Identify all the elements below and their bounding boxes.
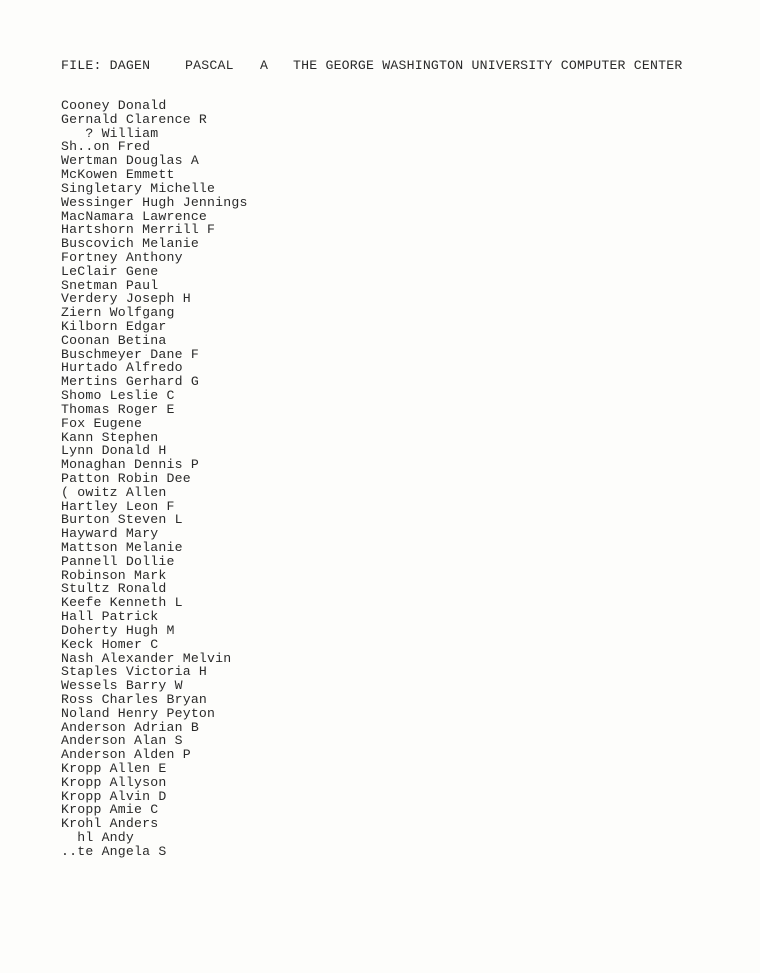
file-version: A — [260, 58, 269, 73]
names-list — [61, 99, 248, 859]
list-item: Kann Stephen — [61, 429, 159, 445]
list-item: Coonan Betina — [61, 332, 167, 348]
list-item: Gernald Clarence R — [61, 111, 208, 127]
list-item: Stultz Ronald — [61, 581, 167, 597]
file-language: PASCAL — [185, 58, 234, 73]
list-item: Keck Homer C — [61, 636, 159, 652]
list-item: Robinson Mark — [61, 567, 167, 583]
list-item: Krohl Anders — [61, 816, 159, 832]
list-item: Snetman Paul — [61, 277, 159, 293]
list-item: Kropp Alvin D — [61, 788, 167, 804]
list-item: Patton Robin Dee — [61, 470, 191, 486]
list-item: ? William — [61, 125, 159, 141]
list-item: Pannell Dollie — [61, 553, 175, 569]
list-item: Monaghan Dennis P — [61, 457, 199, 473]
printout-header — [61, 58, 682, 73]
list-item: Hurtado Alfredo — [61, 360, 183, 376]
list-item: Noland Henry Peyton — [61, 705, 216, 721]
list-item: hl Andy — [61, 830, 135, 846]
list-item: Lynn Donald H — [61, 443, 167, 459]
list-item: Wertman Douglas A — [61, 153, 199, 169]
list-item: Kropp Allyson — [61, 774, 167, 790]
list-item: Mattson Melanie — [61, 540, 183, 555]
list-item: Thomas Roger E — [61, 401, 175, 417]
list-item: LeClair Gene — [61, 263, 159, 279]
list-item: McKowen Emmett — [61, 167, 175, 183]
list-item: Mertins Gerhard G — [61, 374, 199, 390]
list-item: Staples Victoria H — [61, 664, 208, 680]
list-item: Keefe Kenneth L — [61, 595, 183, 611]
list-item: Ross Charles Bryan — [61, 691, 208, 707]
list-item: ..te Angela S — [61, 843, 167, 859]
list-item: Fortney Anthony — [61, 249, 183, 265]
list-item: Anderson Adrian B — [61, 719, 199, 735]
list-item: Ziern Wolfgang — [61, 305, 175, 321]
file-name: FILE: DAGEN — [61, 58, 151, 73]
list-item: Singletary Michelle — [61, 180, 216, 196]
list-item: Wessels Barry W — [61, 678, 183, 694]
list-item: Hartshorn Merrill F — [61, 222, 216, 238]
list-item: Anderson Alden P — [61, 747, 191, 763]
list-item: Buschmeyer Dane F — [61, 346, 199, 362]
list-item: Doherty Hugh M — [61, 622, 175, 638]
list-item: Wessinger Hugh Jennings — [61, 194, 248, 210]
list-item: Kilborn Edgar — [61, 319, 167, 334]
list-item: Verdery Joseph H — [61, 291, 191, 307]
list-item: Kropp Allen E — [61, 761, 167, 776]
list-item: Hartley Leon F — [61, 498, 175, 514]
list-item: Cooney Donald — [61, 98, 167, 113]
list-item: Fox Eugene — [61, 415, 143, 431]
list-item: Anderson Alan S — [61, 733, 183, 749]
list-item: Kropp Amie C — [61, 802, 159, 818]
list-item: MacNamara Lawrence — [61, 208, 208, 224]
list-item: Hall Patrick — [61, 609, 159, 625]
list-item: Hayward Mary — [61, 526, 159, 542]
list-item: Shomo Leslie C — [61, 388, 175, 404]
list-item: Sh..on Fred — [61, 139, 151, 155]
list-item: Burton Steven L — [61, 512, 183, 528]
list-item: Nash Alexander Melvin — [61, 650, 232, 666]
list-item: Buscovich Melanie — [61, 236, 199, 252]
list-item: ( owitz Allen — [61, 484, 167, 500]
institution-name: THE GEORGE WASHINGTON UNIVERSITY COMPUTER CENTER — [293, 58, 683, 73]
